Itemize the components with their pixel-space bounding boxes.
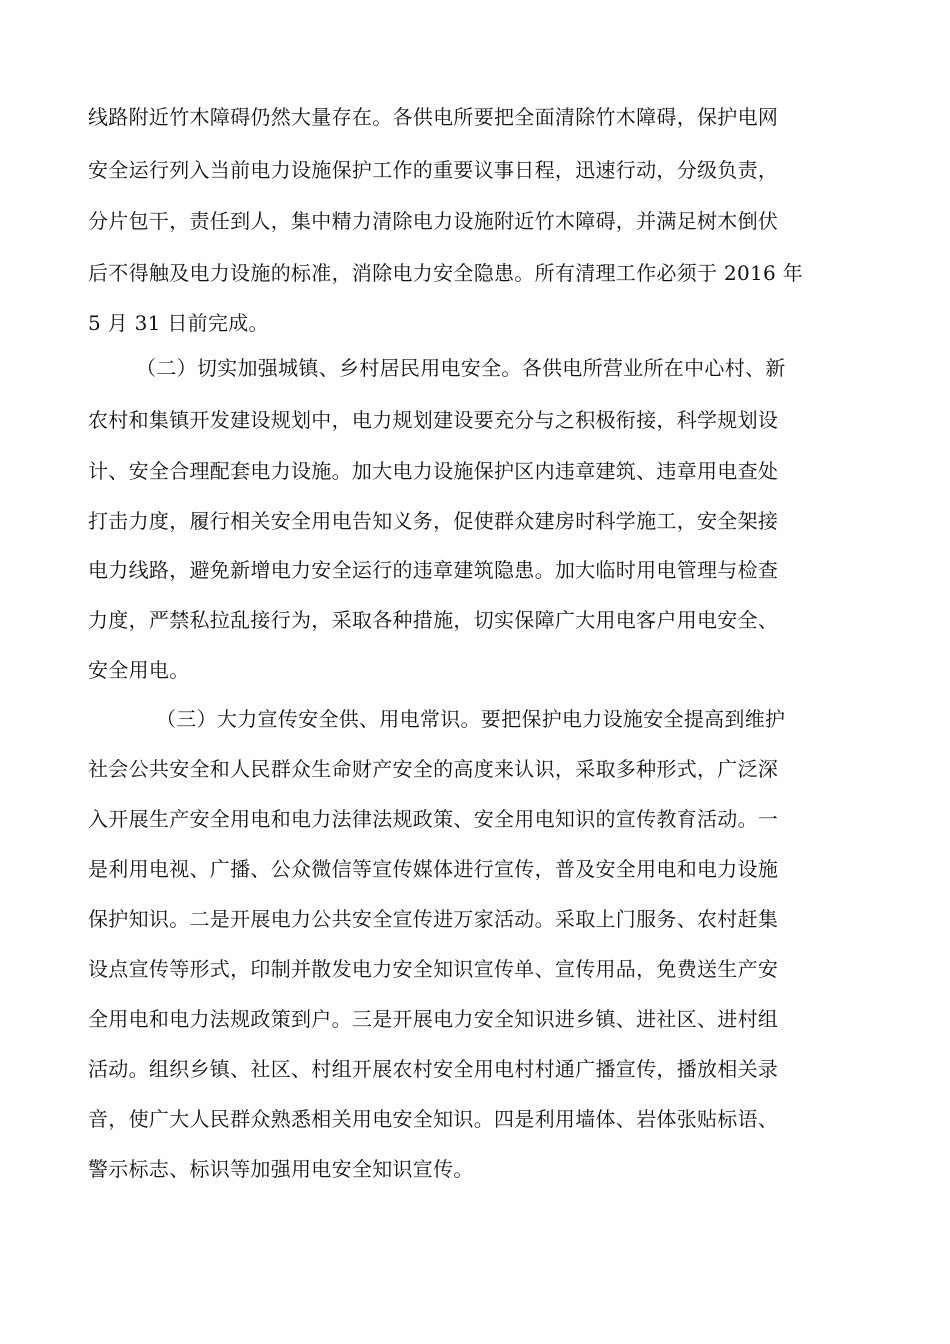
paragraph-line: 计、安全合理配套电力设施。加大电力设施保护区内违章建筑、违章用电查处 bbox=[88, 459, 779, 483]
paragraph-line: 社会公共安全和人民群众生命财产安全的高度来认识，采取多种形式，广泛深 bbox=[88, 757, 779, 781]
paragraph-line: 后不得触及电力设施的标准，消除电力安全隐患。所有清理工作必须于 2016 年 bbox=[88, 261, 804, 285]
paragraph-line: 安全用电。 bbox=[88, 658, 190, 682]
paragraph-line: 警示标志、标识等加强用电安全知识宣传。 bbox=[88, 1157, 474, 1181]
paragraph-line: 打击力度，履行相关安全用电告知义务，促使群众建房时科学施工，安全架接 bbox=[88, 509, 779, 533]
paragraph-line: 农村和集镇开发建设规划中，电力规划建设要充分与之积极衔接，科学规划设 bbox=[88, 408, 779, 432]
paragraph-line: （二）切实加强城镇、乡村居民用电安全。各供电所营业所在中心村、新 bbox=[136, 356, 786, 380]
paragraph-line: （三）大力宣传安全供、用电常识。要把保护电力设施安全提高到维护 bbox=[156, 707, 786, 731]
paragraph-line: 线路附近竹木障碍仍然大量存在。各供电所要把全面清除竹木障碍，保护电网 bbox=[88, 105, 779, 129]
paragraph-line: 力度，严禁私拉乱接行为，采取各种措施，切实保障广大用电客户用电安全、 bbox=[88, 608, 779, 632]
paragraph-line: 5 月 31 日前完成。 bbox=[88, 311, 269, 335]
paragraph-line: 音，使广大人民群众熟悉相关用电安全知识。四是利用墙体、岩体张贴标语、 bbox=[88, 1107, 779, 1131]
paragraph-line: 安全运行列入当前电力设施保护工作的重要议事日程，迅速行动，分级负责， bbox=[88, 158, 779, 182]
paragraph-line: 入开展生产安全用电和电力法律法规政策、安全用电知识的宣传教育活动。一 bbox=[88, 807, 779, 831]
paragraph-line: 电力线路，避免新增电力安全运行的违章建筑隐患。加大临时用电管理与检查 bbox=[88, 558, 779, 582]
paragraph-line: 保护知识。二是开展电力公共安全宣传进万家活动。采取上门服务、农村赶集 bbox=[88, 907, 779, 931]
paragraph-line: 是利用电视、广播、公众微信等宣传媒体进行宣传，普及安全用电和电力设施 bbox=[88, 857, 779, 881]
paragraph-line: 设点宣传等形式，印制并散发电力安全知识宣传单、宣传用品，免费送生产安 bbox=[88, 957, 779, 981]
paragraph-line: 分片包干，责任到人，集中精力清除电力设施附近竹木障碍，并满足树木倒伏 bbox=[88, 209, 779, 233]
paragraph-line: 全用电和电力法规政策到户。三是开展电力安全知识进乡镇、进社区、进村组 bbox=[88, 1007, 779, 1031]
paragraph-line: 活动。组织乡镇、社区、村组开展农村安全用电村村通广播宣传，播放相关录 bbox=[88, 1057, 779, 1081]
